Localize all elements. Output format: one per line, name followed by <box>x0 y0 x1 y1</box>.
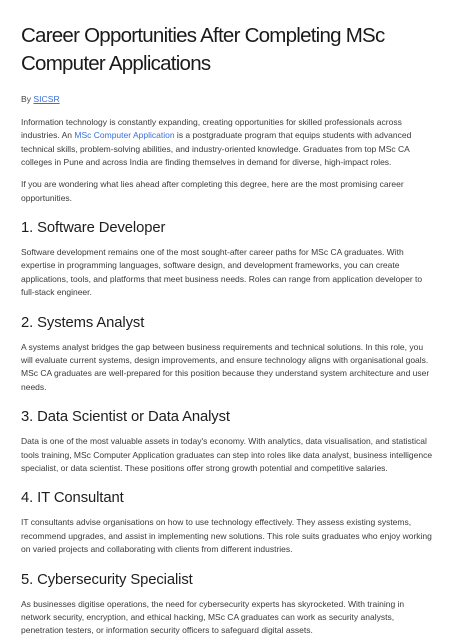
intro-text-start: Information technology is constantly expanding, creating opportunities for skilled professionals across industries. An <box>21 117 402 141</box>
intro-paragraph <box>21 116 435 170</box>
section-body-systems-analyst: A systems analyst bridges the gap between business requirements and technical solutions. In this role, you will evaluate current systems, design improvements, and ensure technology aligns with organisational goals. MSc CA graduates are well-prepared for this position because they understand system architecture and user needs. <box>21 341 430 392</box>
article-title: Career Opportunities After Completing MSc Computer Applications <box>21 24 385 75</box>
section-heading-data-scientist: 3. Data Scientist or Data Analyst <box>21 409 230 426</box>
byline-prefix: By <box>21 94 34 104</box>
section-heading-it-consultant: 4. IT Consultant <box>21 490 124 507</box>
section-body-data-scientist: Data is one of the most valuable assets in today's economy. With analytics, data visualisation, and statistical tools training, MSc Computer Application graduates can step into roles like data analyst, business intelligence specialist, or data scientist. These positions offer strong growth potential and competitive salaries. <box>21 436 433 473</box>
section-heading-software-developer: 1. Software Developer <box>21 219 166 236</box>
intro-text-end: is a postgraduate program that equips students with advanced technical skills, problem-solving abilities, and industry-oriented knowledge. Graduates from top MSc CA colleges in Pune and across India are finding themselves in demand for diverse, high-impact roles. <box>21 130 412 168</box>
section-body-software-developer: Software development remains one of the most sought-after career paths for MSc CA graduates. With expertise in programming languages, software design, and development frameworks, you can create applications, tools, and platforms that meet business needs. Roles can range from application developer to full-stack engineer. <box>21 246 423 298</box>
byline <box>21 94 435 105</box>
section-body-it-consultant: IT consultants advise organisations on how to use technology effectively. They assess existing systems, recommend upgrades, and assist in implementing new solutions. This role suits graduates who enjoy working on varied projects and collaborating with clients from different industries. <box>21 517 432 555</box>
section-heading-systems-analyst: 2. Systems Analyst <box>21 314 145 331</box>
section-body-cybersecurity-specialist: As businesses digitise operations, the need for cybersecurity experts has skyrocketed. With training in network security, encryption, and ethical hacking, MSc CA graduates can work as security analysts, penetration testers, or information security officers to safeguard digital assets. <box>21 598 405 636</box>
msc-computer-application-link[interactable]: MSc Computer Application <box>74 130 175 141</box>
author-link[interactable]: SICSR <box>33 94 60 104</box>
lead-paragraph: If you are wondering what lies ahead after completing this degree, here are the most promising career opportunities. <box>21 179 404 203</box>
section-heading-cybersecurity-specialist: 5. Cybersecurity Specialist <box>21 571 193 588</box>
